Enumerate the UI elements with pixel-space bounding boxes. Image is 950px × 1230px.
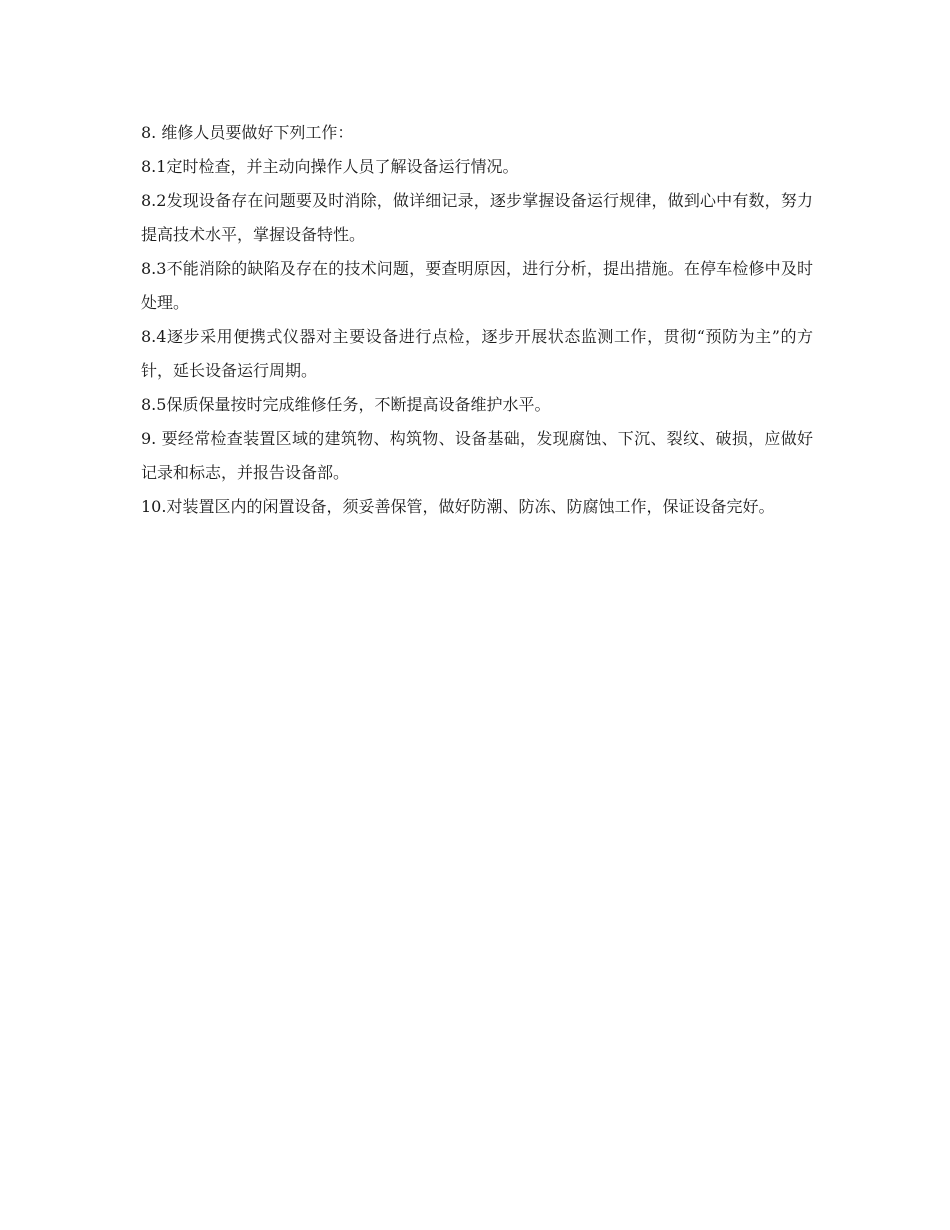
paragraph-8-1: 8.1定时检查，并主动向操作人员了解设备运行情况。 [141,157,519,176]
paragraph-8: 8. 维修人员要做好下列工作： [141,123,354,142]
paragraph-8-4: 8.4逐步采用便携式仪器对主要设备进行点检，逐步开展状态监测工作，贯彻“预防为主”的方针，延长设备运行周期。 [141,327,813,380]
paragraph-8-5: 8.5保质保量按时完成维修任务，不断提高设备维护水平。 [141,395,551,414]
paragraph-10: 10.对装置区内的闲置设备，须妥善保管，做好防潮、防冻、防腐蚀工作，保证设备完好。 [141,497,775,516]
paragraph-8-3: 8.3不能消除的缺陷及存在的技术问题，要查明原因，进行分析，提出措施。在停车检修中及时处理。 [141,259,813,312]
paragraph-9: 9. 要经常检查装置区域的建筑物、构筑物、设备基础，发现腐蚀、下沉、裂纹、破损，应做好记录和标志，并报告设备部。 [141,429,813,482]
paragraph-8-2: 8.2发现设备存在问题要及时消除，做详细记录，逐步掌握设备运行规律，做到心中有数，努力提高技术水平，掌握设备特性。 [141,191,813,244]
document-body [141,116,813,524]
